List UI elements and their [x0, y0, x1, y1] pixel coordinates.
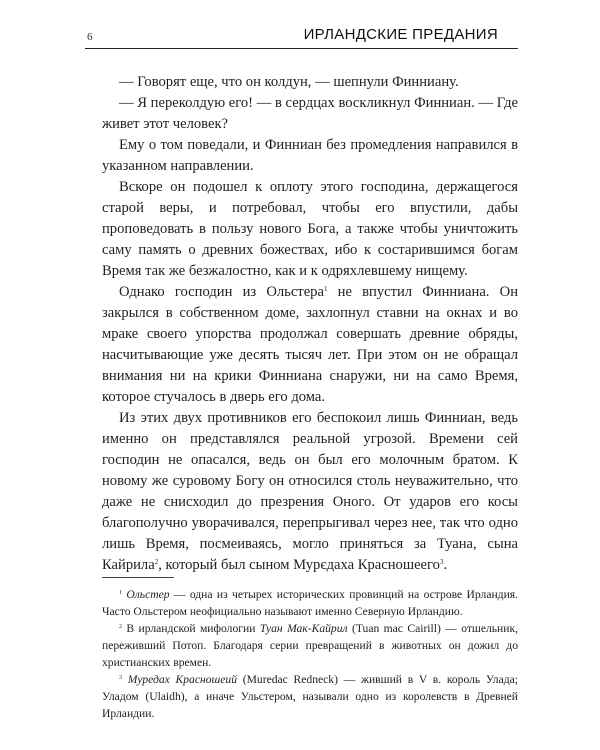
- footnote: [102, 671, 518, 722]
- footnote: [102, 586, 518, 620]
- footnote-term: Туан Мак-Кайрил: [259, 622, 348, 635]
- footnote-text: В ирландской мифологии: [122, 622, 260, 635]
- paragraph-text: Однако господин из Ольстера: [119, 284, 324, 300]
- footnote-text: (Muredac Redneck) — живший в V в. король Улада; Уладом (Ulaidh), а иначе Ульстером, называли одно из королевств в Древней Ирландии.: [102, 673, 518, 720]
- paragraph-text: Из этих двух противников его беспокоил лишь Финниан, ведь именно он представлялся реальной угрозой. Времени сей господин не опасался, ведь он был его молочным братом. К новому же суровому Богу он относился столь неуважительно, что даже не снисходил до презрения Оного. От ударов его косы благополучно уворачивался, перепрыгивал через нее, так что одно лишь Время, посмеиваясь, могло приняться за Туана, сына Кайрила: [102, 410, 518, 573]
- footnote-number: 1: [119, 590, 122, 596]
- paragraph: [102, 72, 518, 93]
- paragraph: [102, 177, 518, 282]
- paragraph-text: Ему о том поведали, и Финниан без промедления направился в указанном направлении.: [102, 137, 518, 174]
- header-rule: [85, 48, 518, 49]
- running-title: ИРЛАНДСКИЕ ПРЕДАНИЯ: [303, 26, 498, 43]
- paragraph: [102, 282, 518, 408]
- paragraph-text: не впустил Финниана. Он закрылся в собственном доме, захлопнул ставни на окнах и во мраке своего упорства продолжал совершать древние обряды, насчитывающие уже десять тысяч лет. При этом он не обращал внимания ни на крики Финниана снаружи, ни на само Время, которое стучалось в дверь его дома.: [102, 284, 518, 405]
- paragraph-text: .: [443, 557, 448, 573]
- paragraph-text: Вскоре он подошел к оплоту этого господина, держащегося старой веры, и потребовал, чтобы его впустили, дабы проповедовать в пользу нового Бога, а также чтобы уничтожить саму память о древних божествах, ибо к состарившимся богам Время так же безжалостно, как и к одряхлевшему нищему.: [102, 179, 518, 279]
- main-text: [102, 72, 518, 576]
- footnote-number: 3: [119, 675, 122, 681]
- paragraph-text: — Я переколдую его! — в сердцах воскликнул Финниан. — Где живет этот человек?: [102, 95, 518, 132]
- paragraph: [102, 408, 518, 576]
- footnote-number: 2: [119, 624, 122, 630]
- footnote-ref[interactable]: 3: [439, 558, 444, 566]
- footnote-text: (Tuan mac Cairill) — отшельник, переживший Потоп. Благодаря серии превращений в животных он дожил до христианских времен.: [102, 622, 518, 669]
- footnote-text: — одна из четырех исторических провинций на острове Ирландия. Часто Ольстером неофициально называют именно Северную Ирландию.: [102, 588, 519, 618]
- paragraph: [102, 93, 518, 135]
- page-header: [85, 26, 518, 52]
- footnote-term: Ольстер: [126, 588, 170, 601]
- footnote-separator: [102, 577, 174, 578]
- paragraph-text: , который был сыном Мурєдаха Красношеего: [158, 557, 440, 573]
- paragraph-text: — Говорят еще, что он колдун, — шепнули Финниану.: [119, 74, 459, 90]
- footnote-ref[interactable]: 2: [154, 558, 159, 566]
- footnote-ref[interactable]: 1: [323, 285, 328, 293]
- footnote: [102, 620, 518, 671]
- paragraph: [102, 135, 518, 177]
- footnotes: [102, 586, 518, 722]
- footnote-term: Муредах Красношеий: [127, 673, 238, 686]
- page-number: 6: [87, 31, 93, 43]
